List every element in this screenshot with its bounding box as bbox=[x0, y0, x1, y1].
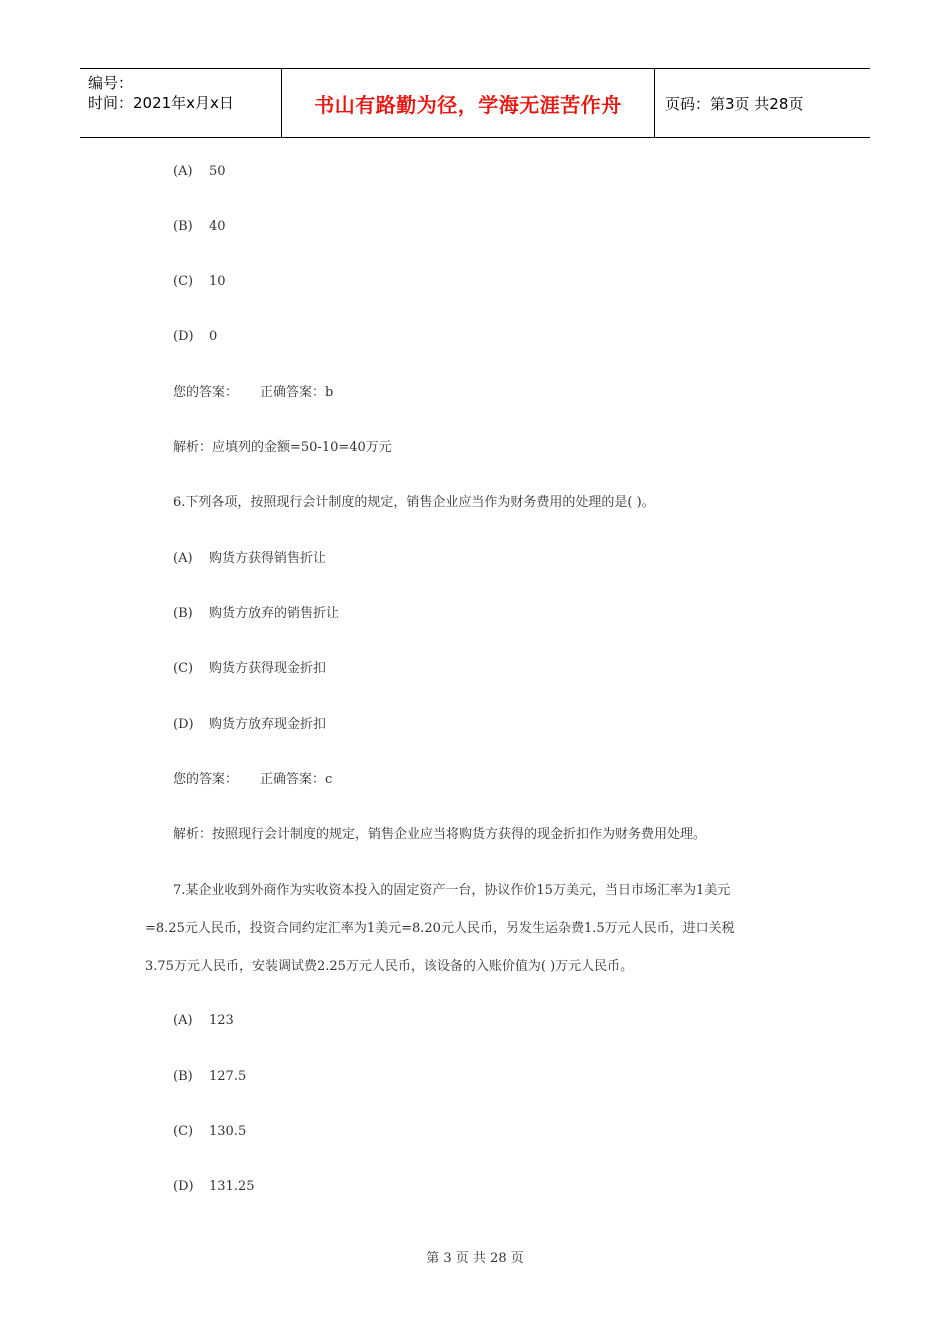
header-motto: 书山有路勤为径，学海无涯苦作舟 bbox=[282, 69, 655, 137]
q7-question-line-1: 7.某企业收到外商作为实收资本投入的固定资产一台，协议作价15万美元，当日市场汇率为1美元 bbox=[173, 883, 731, 898]
option-letter: (A) bbox=[173, 164, 193, 179]
q6-question: 6.下列各项，按照现行会计制度的规定，销售企业应当作为财务费用的处理的是( )。 bbox=[173, 495, 655, 510]
option-letter: (C) bbox=[173, 661, 194, 676]
option-letter: (B) bbox=[173, 219, 193, 234]
q5-option-a bbox=[173, 163, 226, 181]
q6-option-b bbox=[173, 605, 339, 623]
q7-option-d bbox=[173, 1178, 255, 1196]
q6-option-c bbox=[173, 660, 326, 678]
option-text: 131.25 bbox=[209, 1179, 255, 1194]
q7-option-b bbox=[173, 1068, 246, 1086]
q6-option-d bbox=[173, 716, 326, 734]
q5-answer-line bbox=[173, 384, 333, 402]
option-letter: (B) bbox=[173, 1069, 193, 1084]
option-text: 购货方放弃的销售折让 bbox=[209, 606, 340, 621]
option-letter: (B) bbox=[173, 606, 193, 621]
q7-option-a bbox=[173, 1012, 234, 1030]
time-label: 时间：2021年x月x日 bbox=[88, 94, 234, 112]
option-text: 购货方获得销售折让 bbox=[209, 551, 327, 566]
option-letter: (A) bbox=[173, 551, 193, 566]
option-text: 0 bbox=[209, 329, 218, 344]
q5-option-d bbox=[173, 328, 217, 346]
option-text: 购货方放弃现金折扣 bbox=[209, 717, 327, 732]
q7-question-line-3: 3.75万元人民币，安装调试费2.25万元人民币，该设备的入账价值为( )万元人民币。 bbox=[145, 959, 634, 974]
option-text: 50 bbox=[209, 164, 226, 179]
option-letter: (D) bbox=[173, 329, 194, 344]
correct-answer: 正确答案：b bbox=[260, 385, 334, 400]
q7-option-c bbox=[173, 1123, 246, 1141]
q6-analysis: 解析：按照现行会计制度的规定，销售企业应当将购货方获得的现金折扣作为财务费用处理。 bbox=[173, 827, 707, 842]
option-text: 购货方获得现金折扣 bbox=[209, 661, 327, 676]
option-text: 123 bbox=[209, 1013, 234, 1028]
q5-analysis: 解析：应填列的金额=50-10=40万元 bbox=[173, 440, 392, 455]
option-text: 127.5 bbox=[209, 1069, 247, 1084]
header-meta bbox=[80, 69, 282, 137]
your-answer-label: 您的答案： bbox=[173, 385, 239, 400]
your-answer-label: 您的答案： bbox=[173, 772, 239, 787]
number-label: 编号： bbox=[88, 74, 134, 92]
option-text: 10 bbox=[209, 274, 226, 289]
option-letter: (D) bbox=[173, 717, 194, 732]
q6-option-a bbox=[173, 550, 326, 568]
option-letter: (C) bbox=[173, 1124, 194, 1139]
q5-option-c bbox=[173, 273, 226, 291]
q5-option-b bbox=[173, 218, 226, 236]
page-header bbox=[80, 68, 870, 138]
q7-question-line-2: =8.25元人民币，投资合同约定汇率为1美元=8.20元人民币，另发生运杂费1.5万元人民币，进口关税 bbox=[145, 921, 735, 936]
option-letter: (D) bbox=[173, 1179, 194, 1194]
option-text: 130.5 bbox=[209, 1124, 247, 1139]
page-footer: 第 3 页 共 28 页 bbox=[426, 1251, 524, 1266]
option-letter: (A) bbox=[173, 1013, 193, 1028]
correct-answer: 正确答案：c bbox=[260, 772, 333, 787]
q6-answer-line bbox=[173, 771, 332, 789]
header-page-code: 页码：第3页 共28页 bbox=[665, 94, 804, 113]
option-text: 40 bbox=[209, 219, 226, 234]
option-letter: (C) bbox=[173, 274, 194, 289]
